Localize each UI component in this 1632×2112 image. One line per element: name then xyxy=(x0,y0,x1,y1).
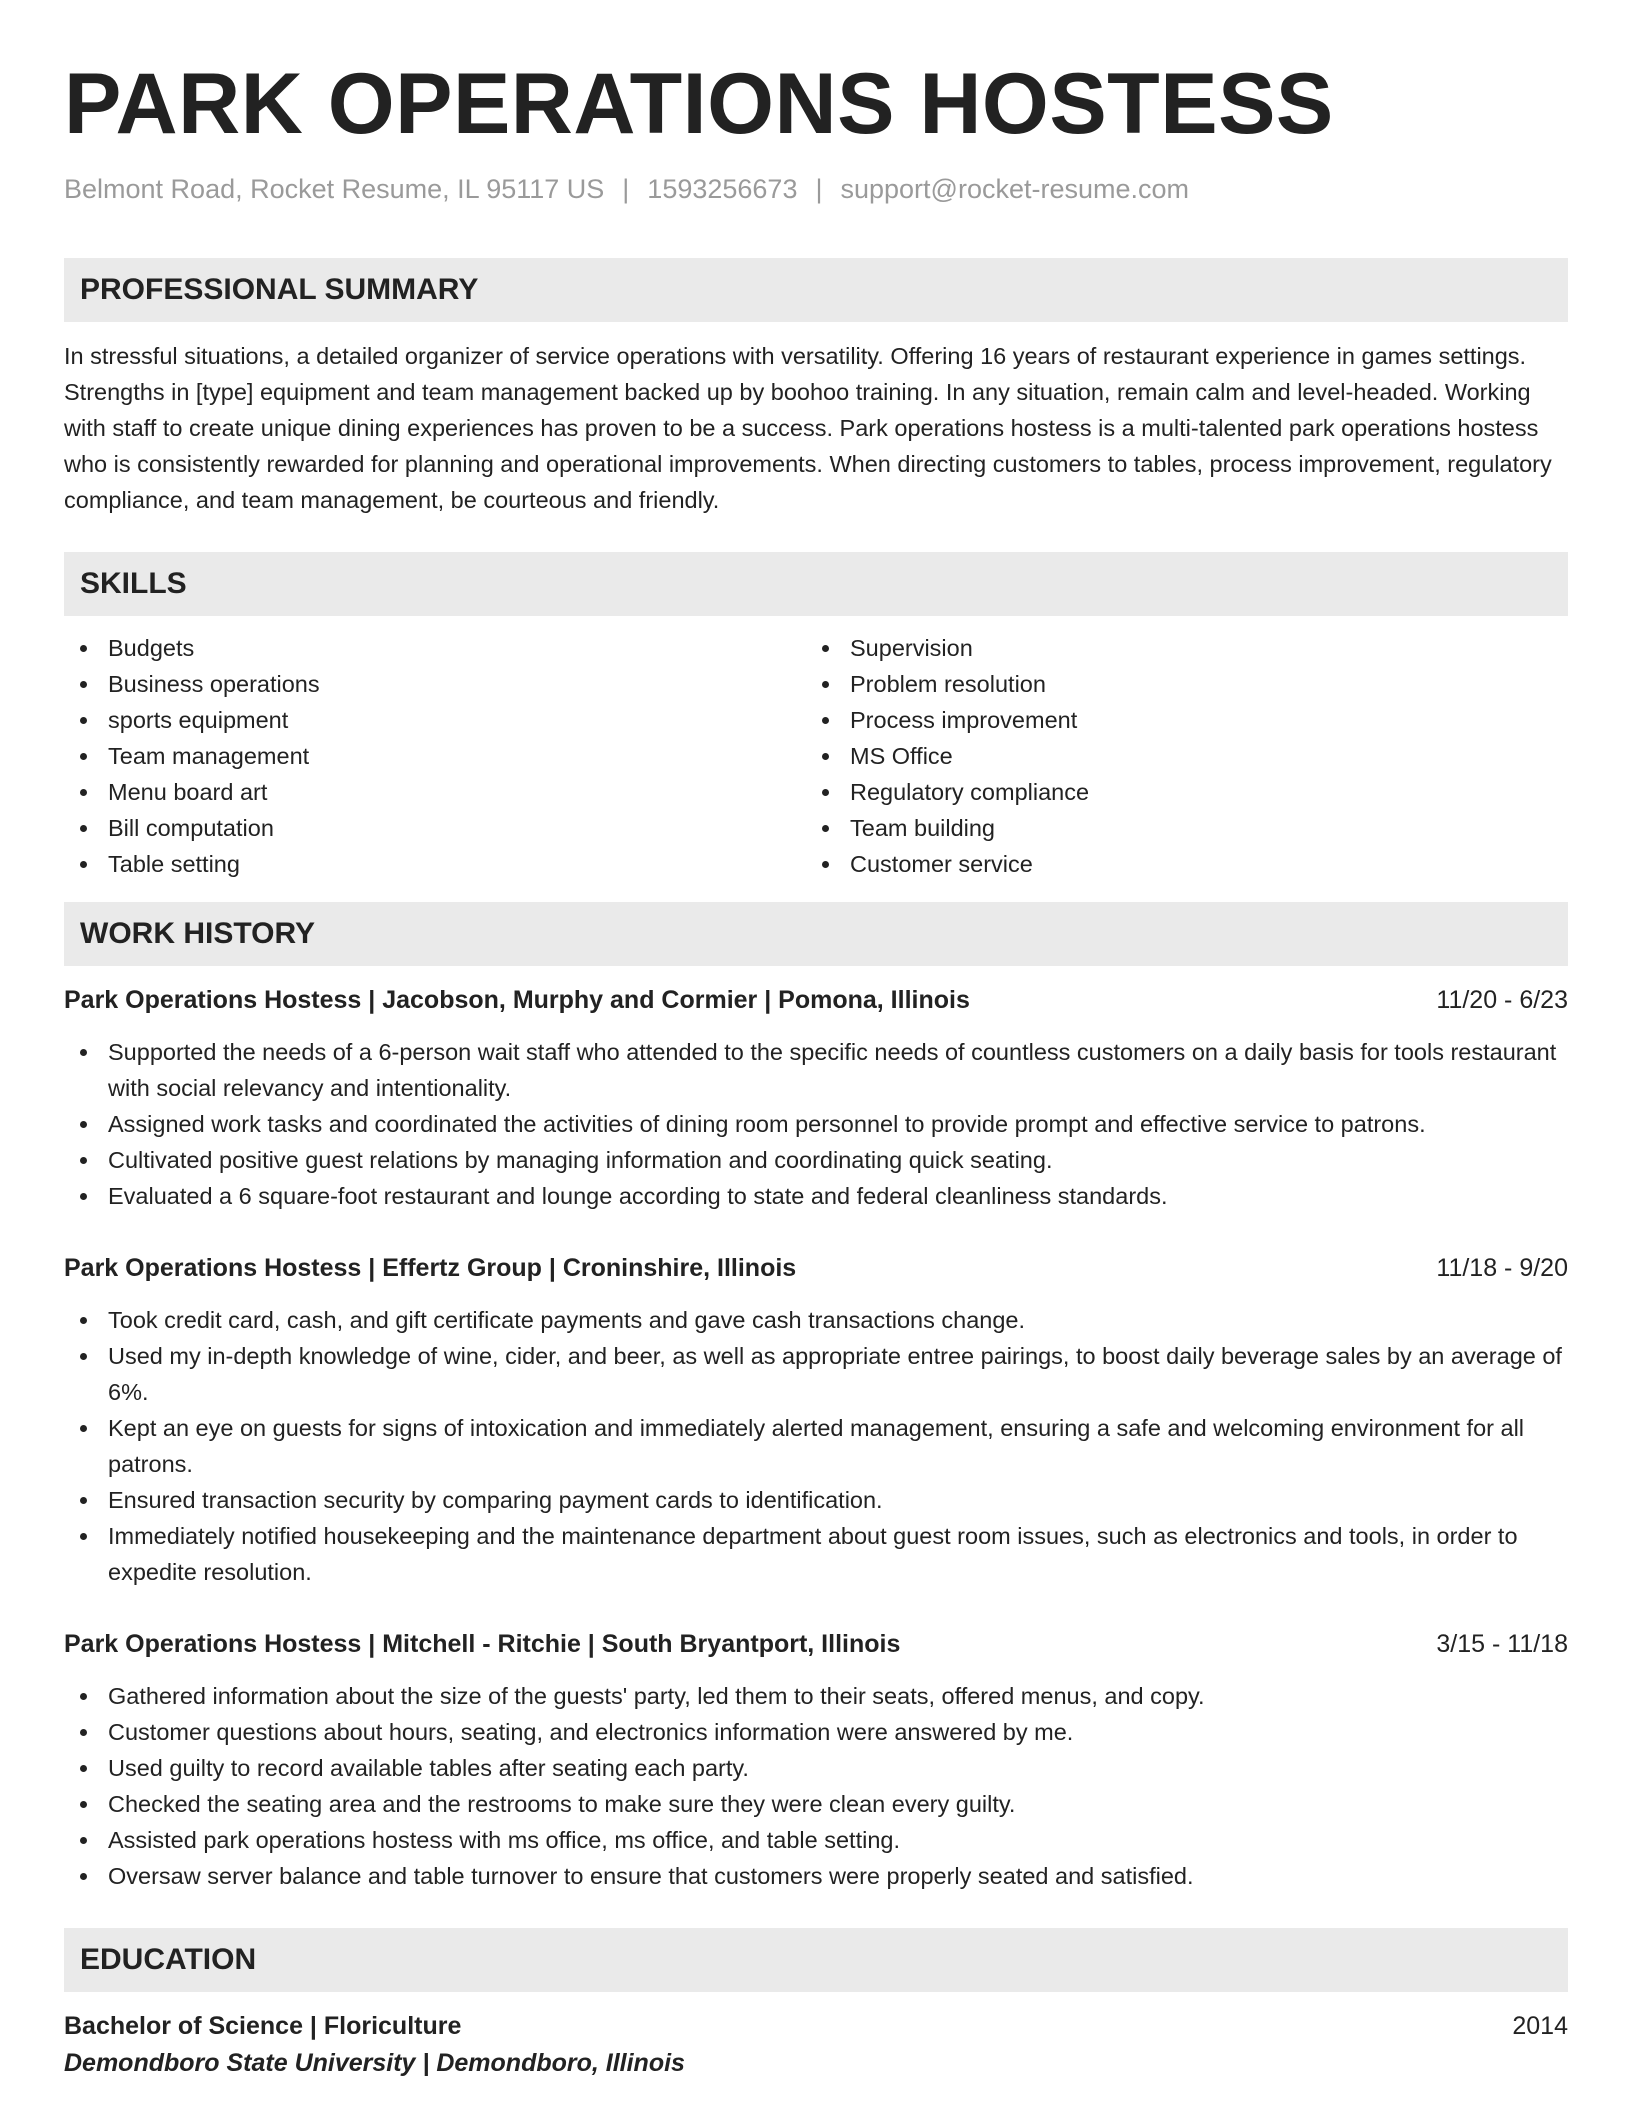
contact-phone: 1593256673 xyxy=(647,174,798,204)
job-bullet: Supported the needs of a 6-person wait staff who attended to the specific needs of countless customers on a daily basis for tools restaurant with social relevancy and intentionality. xyxy=(64,1034,1568,1106)
skill-item: Team building xyxy=(806,810,1548,846)
skill-item: Table setting xyxy=(64,846,806,882)
job-title: Park Operations Hostess | Effertz Group | Croninshire, Illinois xyxy=(64,1254,797,1282)
contact-separator: | xyxy=(622,174,630,204)
summary-text: In stressful situations, a detailed organizer of service operations with versatility. Offering 16 years of restaurant experience in games settings. Strengths in [type] equipment and team management backed up by boohoo training. In any situation, remain calm and level-headed. Working with staff to create unique dining experiences has proven to be a success. Park operations hostess is a multi-talented park operations hostess who is consistently rewarded for planning and operational improvements. When directing customers to tables, process improvement, regulatory compliance, and team management, be courteous and friendly. xyxy=(64,343,1552,513)
skill-item: Customer service xyxy=(806,846,1548,882)
work-history-heading: WORK HISTORY xyxy=(64,902,1568,966)
job-dates: 3/15 - 11/18 xyxy=(1436,1630,1568,1658)
skills-list xyxy=(64,630,1568,882)
skill-item: Budgets xyxy=(64,630,806,666)
skill-item: Regulatory compliance xyxy=(806,774,1548,810)
job-entry xyxy=(64,1626,1568,1894)
job-bullet: Kept an eye on guests for signs of intoxication and immediately alerted management, ensuring a safe and welcoming environment for all patrons. xyxy=(64,1410,1568,1482)
education-year: 2014 xyxy=(1512,2012,1568,2040)
contact-address: Belmont Road, Rocket Resume, IL 95117 US xyxy=(64,174,605,204)
job-bullets xyxy=(64,1034,1568,1214)
job-title: Park Operations Hostess | Mitchell - Ritchie | South Bryantport, Illinois xyxy=(64,1630,901,1658)
candidate-name: PARK OPERATIONS HOSTESS xyxy=(64,56,1334,152)
job-dates: 11/20 - 6/23 xyxy=(1436,986,1568,1014)
skill-item: sports equipment xyxy=(64,702,806,738)
job-bullets xyxy=(64,1678,1568,1894)
education-degree: Bachelor of Science | Floriculture xyxy=(64,2012,462,2040)
job-bullet: Cultivated positive guest relations by managing information and coordinating quick seating. xyxy=(64,1142,1568,1178)
job-bullet: Gathered information about the size of the guests' party, led them to their seats, offered menus, and copy. xyxy=(64,1678,1568,1714)
skill-item: Problem resolution xyxy=(806,666,1548,702)
job-bullet: Customer questions about hours, seating, and electronics information were answered by me. xyxy=(64,1714,1568,1750)
job-bullet: Used my in-depth knowledge of wine, cider, and beer, as well as appropriate entree pairings, to boost daily beverage sales by an average of 6%. xyxy=(64,1338,1568,1410)
skill-item: Supervision xyxy=(806,630,1548,666)
skill-item: Menu board art xyxy=(64,774,806,810)
education-header xyxy=(64,2008,1568,2044)
job-bullet: Assigned work tasks and coordinated the activities of dining room personnel to provide prompt and effective service to patrons. xyxy=(64,1106,1568,1142)
skills-column-left xyxy=(64,630,806,882)
job-bullet: Ensured transaction security by comparing payment cards to identification. xyxy=(64,1482,1568,1518)
education-school: Demondboro State University | Demondboro, Illinois xyxy=(64,2049,685,2077)
skill-item: Bill computation xyxy=(64,810,806,846)
summary-heading: PROFESSIONAL SUMMARY xyxy=(64,258,1568,322)
resume-page xyxy=(64,0,1568,2082)
job-dates: 11/18 - 9/20 xyxy=(1436,1254,1568,1282)
contact-separator: | xyxy=(815,174,823,204)
skill-item: Process improvement xyxy=(806,702,1548,738)
job-bullet: Took credit card, cash, and gift certificate payments and gave cash transactions change. xyxy=(64,1302,1568,1338)
job-title: Park Operations Hostess | Jacobson, Murphy and Cormier | Pomona, Illinois xyxy=(64,986,970,1014)
job-bullet: Used guilty to record available tables after seating each party. xyxy=(64,1750,1568,1786)
skills-heading: SKILLS xyxy=(64,552,1568,616)
job-bullet: Immediately notified housekeeping and the maintenance department about guest room issues, such as electronics and tools, in order to expedite resolution. xyxy=(64,1518,1568,1590)
job-header xyxy=(64,982,1568,1018)
job-entry xyxy=(64,1250,1568,1590)
job-bullet: Evaluated a 6 square-foot restaurant and lounge according to state and federal cleanliness standards. xyxy=(64,1178,1568,1214)
skill-item: MS Office xyxy=(806,738,1548,774)
contact-email: support@rocket-resume.com xyxy=(840,174,1190,204)
job-header xyxy=(64,1250,1568,1286)
job-bullet: Checked the seating area and the restrooms to make sure they were clean every guilty. xyxy=(64,1786,1568,1822)
job-header xyxy=(64,1626,1568,1662)
job-bullet: Assisted park operations hostess with ms office, ms office, and table setting. xyxy=(64,1822,1568,1858)
skill-item: Team management xyxy=(64,738,806,774)
contact-line xyxy=(64,172,1568,206)
job-bullet: Oversaw server balance and table turnover to ensure that customers were properly seated and satisfied. xyxy=(64,1858,1568,1894)
education-heading: EDUCATION xyxy=(64,1928,1568,1992)
job-bullets xyxy=(64,1302,1568,1590)
skills-column-right xyxy=(806,630,1548,882)
skill-item: Business operations xyxy=(64,666,806,702)
job-entry xyxy=(64,982,1568,1214)
